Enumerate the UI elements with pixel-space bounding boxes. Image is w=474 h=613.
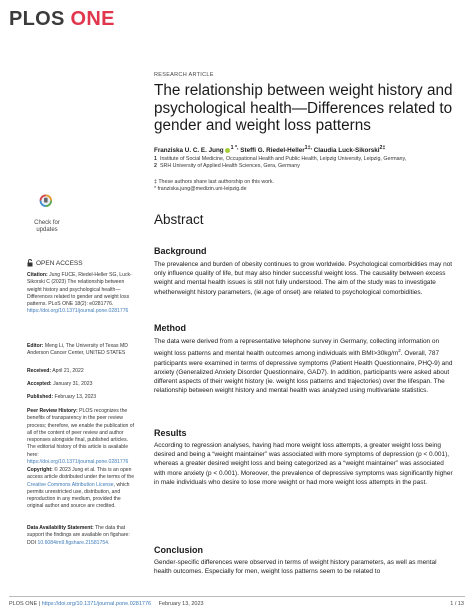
- footer-date: February 13, 2023: [158, 601, 204, 607]
- footer-journal: PLOS ONE: [9, 601, 38, 607]
- citation-block: [27, 272, 137, 316]
- copyright-text-2: , which permits unrestricted use, distribution, and reproduction in any medium, provided the original author and source are credited.: [27, 481, 130, 510]
- affiliation-1-number: 1: [154, 156, 157, 162]
- author-3-marks: 2‡: [379, 145, 386, 151]
- affiliation-2: [154, 163, 454, 170]
- footer-doi-link[interactable]: https://doi.org/10.1371/journal.pone.0281776: [41, 601, 152, 607]
- citation-label: Citation:: [27, 272, 48, 278]
- footer-separator: |: [38, 601, 41, 607]
- journal-logo: [9, 8, 115, 31]
- conclusion-heading: Conclusion: [154, 545, 203, 555]
- results-text: According to regression analyses, having had more weight loss attempts, a greater weight loss being desired and being a “weight maintainer” was associated with more symptoms of depression (p < 0.001), whereas a greater desired weight loss and being categorized as a “weight maintainer” was associated with more anxiety (p < 0.001). Moreover, the prevalence of depressive symptoms was significantly higher in male individuals who desire to lose more weight or had more weight loss attempts in the past.: [154, 442, 453, 486]
- citation-text: Jung FUCE, Riedel-Heller SG, Luck-Sikorski C (2023) The relationship between weight history and psychological health—Differences related to gender and weight loss patterns. PLoS ONE 18(2): e0281776.: [27, 272, 132, 308]
- citation-link[interactable]: https://doi.org/10.1371/journal.pone.0281776: [27, 308, 129, 315]
- author-1[interactable]: Franziska U. C. E. Jung: [154, 147, 224, 155]
- article-type: RESEARCH ARTICLE: [154, 72, 214, 78]
- accepted-label: Accepted:: [27, 381, 52, 387]
- method-superscript: 2: [398, 348, 401, 354]
- page-footer: [0, 596, 474, 613]
- affiliation-2-text: SRH University of Applied Health Sciences, Gera, Germany: [160, 163, 300, 169]
- shared-authorship-note: ‡ These authors share last authorship on this work.: [154, 179, 275, 185]
- conclusion-text: Gender-specific differences were observed in terms of weight history parameters, as well as mental health outcomes. Especially for men, weight loss patterns seem to be related to: [154, 559, 437, 576]
- check-updates-label: Check for updates: [34, 220, 60, 233]
- accepted-date: January 31, 2023: [53, 381, 93, 387]
- received-block: [27, 368, 137, 375]
- data-availability-text: The data that support the findings are available on figshare: DOI: [27, 525, 130, 546]
- author-list: [154, 144, 454, 155]
- copyright-text: © 2023 Jung et al. This is an open access article distributed under the terms of the: [27, 467, 135, 481]
- open-lock-icon: [27, 259, 33, 267]
- copyright-block: [27, 467, 137, 511]
- affiliation-1-text: Institute of Social Medicine, Occupational Health and Public Health, Leipzig University, Leipzig, Germany,: [160, 156, 407, 162]
- logo-one: ONE: [70, 8, 115, 30]
- method-text: [154, 337, 454, 395]
- data-availability-block: [27, 525, 137, 547]
- orcid-icon[interactable]: [225, 148, 230, 153]
- background-text: The prevalence and burden of obesity continues to grow worldwide. Psychological comorbidities may not only influence quality of life, but may also hinder successful weight loss. The causality between excess weight and mental health issues is still not fully understood. The aim of the study was to investigate whetherweight history parameters, (ie.age of onset) are related to psychological comorbidities.: [154, 261, 453, 296]
- received-date: April 21, 2022: [52, 368, 84, 374]
- author-3[interactable]: Claudia Luck-Sikorski: [313, 147, 380, 155]
- open-access-badge: [27, 259, 83, 267]
- accepted-block: [27, 381, 137, 388]
- author-1-marks: 1 *,: [230, 145, 239, 151]
- check-updates-icon: [27, 193, 67, 219]
- footer-divider: [9, 596, 465, 597]
- copyright-label: Copyright:: [27, 467, 53, 473]
- license-link[interactable]: Creative Commons Attribution License: [27, 481, 114, 488]
- background-heading: Background: [154, 246, 207, 256]
- affiliation-2-number: 2: [154, 163, 157, 169]
- editor-block: [27, 343, 137, 358]
- article-title: The relationship between weight history and psychological health—Differences related to gender and weight loss patterns: [154, 82, 453, 135]
- peer-review-text: PLOS recognizes the benefits of transparency in the peer review process; therefore, we enable the publication of all of the content of peer review and author responses alongside final, published articles. The editorial history of this article is available here:: [27, 408, 135, 458]
- method-text-a: The data were derived from a representative telephone survey in Germany, collecting information on weight loss patterns and mental health outcomes among individuals with BMI>30kg/m: [154, 338, 440, 358]
- logo-plos: PLOS: [9, 8, 65, 30]
- footer-info: [9, 601, 204, 607]
- page-number: 1 / 13: [450, 601, 464, 607]
- received-label: Received:: [27, 368, 52, 374]
- data-doi-link[interactable]: 10.6084/m9.figshare.21581754.: [37, 539, 110, 546]
- editor-label: Editor:: [27, 343, 44, 349]
- author-2-marks: 1‡,: [304, 145, 312, 151]
- published-block: [27, 394, 137, 401]
- corresponding-email[interactable]: * franziska.jung@medizin.uni-leipzig.de: [154, 186, 247, 192]
- method-heading: Method: [154, 323, 186, 333]
- method-text-b: . Overall, 787 participants were examined in terms of depressive symptoms (Patient Health Questionnaire, PHQ-9) and anxiety (Generalized Anxiety Disorder Questionnaire, GAD7). In addition, participants were asked about different aspects of their weight history (ie. weight loss patterns and trajectories) over the lifespan. The relationship between weight history and mental health was analyzed using multivariate statistics.: [154, 350, 453, 395]
- peer-review-link[interactable]: https://doi.org/10.1371/journal.pone.0281776: [27, 459, 129, 466]
- results-heading: Results: [154, 428, 187, 438]
- published-date: February 13, 2023: [54, 394, 97, 400]
- abstract-heading: Abstract: [154, 212, 204, 227]
- data-availability-label: Data Availability Statement:: [27, 525, 94, 531]
- open-access-label: OPEN ACCESS: [36, 259, 83, 267]
- peer-review-block: [27, 408, 137, 466]
- editor-text: Meng Li, The University of Texas MD Anderson Cancer Center, UNITED STATES: [27, 343, 128, 357]
- author-2[interactable]: Steffi G. Riedel-Heller: [240, 147, 305, 155]
- published-label: Published:: [27, 394, 54, 400]
- peer-review-label: Peer Review History:: [27, 408, 78, 414]
